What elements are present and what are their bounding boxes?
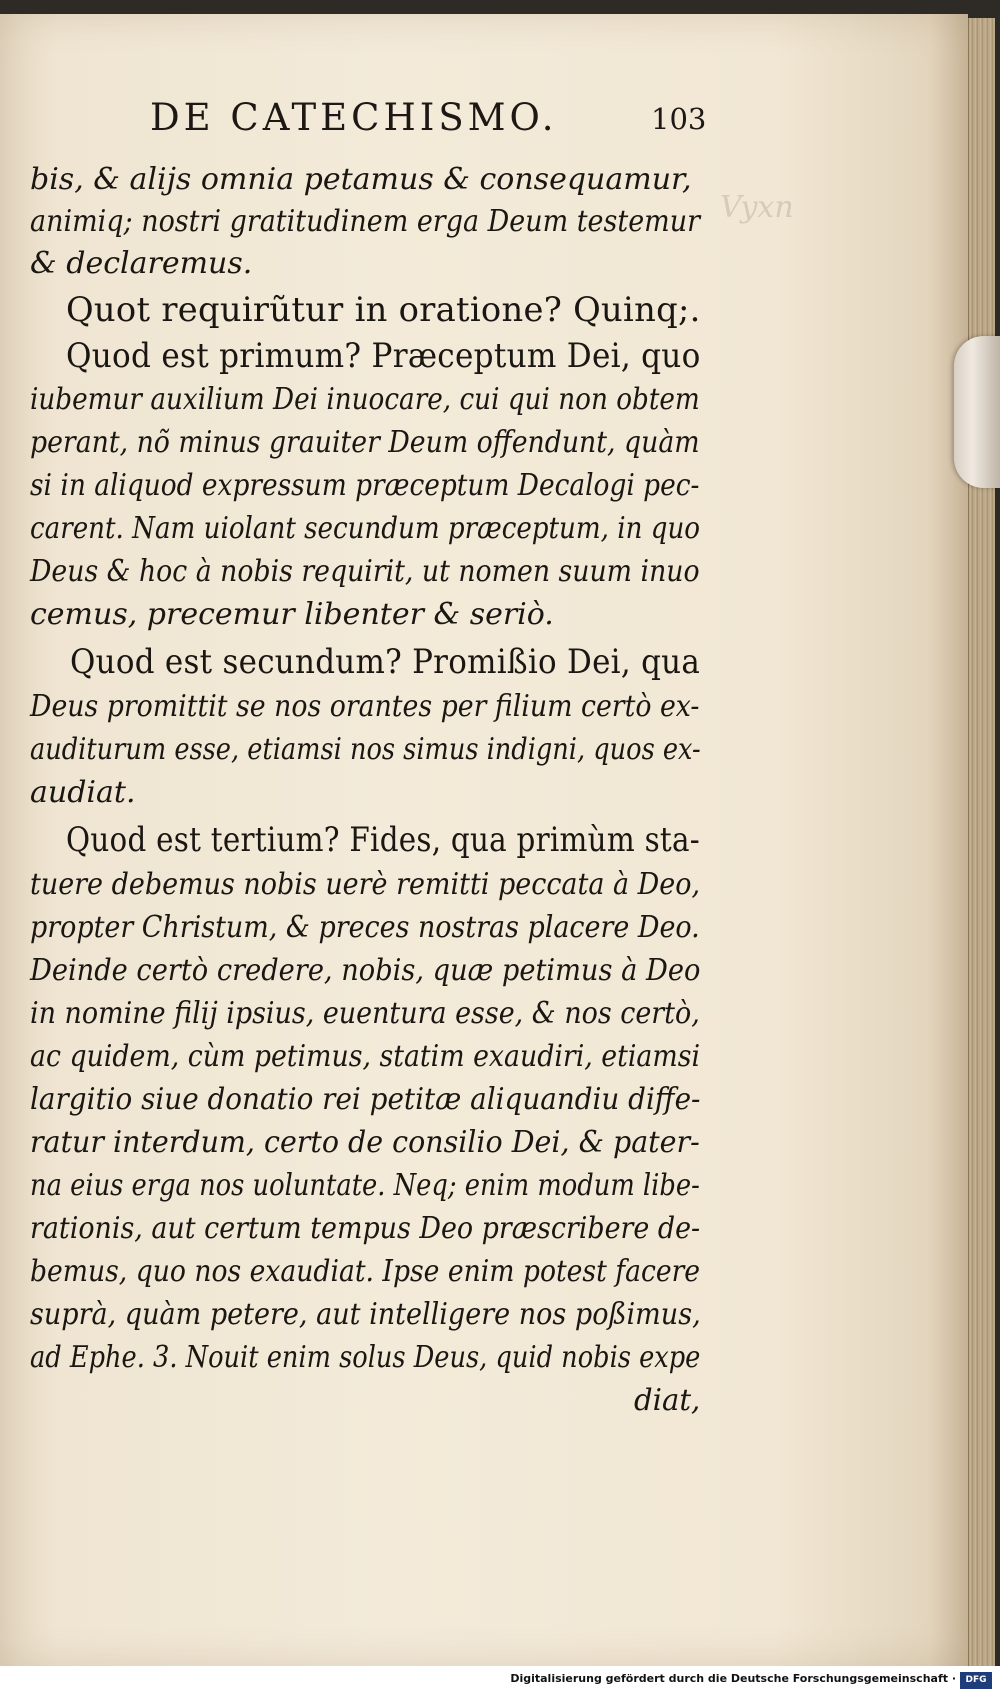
text-line: suprà, quàm petere, aut intelligere nos poßimus, [30,1297,701,1332]
question-line: Quod est secundum? Promißio Dei, qua [70,642,701,682]
text-line: perant, nõ minus grauiter Deum offendunt, quàm [30,425,700,460]
text-line: ac quidem, cùm petimus, statim exaudiri, etiamsi [30,1039,701,1074]
catchword: diat, [634,1383,701,1418]
footer-bar [0,1666,1000,1695]
text-line: bemus, quo nos exaudiat. Ipse enim potest facere [30,1254,701,1289]
funding-credit: Digitalisierung gefördert durch die Deutsche Forschungsgemeinschaft · [510,1672,956,1685]
text-line: Deinde certò credere, nobis, quæ petimus à Deo [30,953,701,988]
text-line: ratur interdum, certo de consilio Dei, & pater- [30,1125,700,1160]
text-line: bis, & alijs omnia petamus & consequamur, [30,162,692,197]
text-line: carent. Nam uiolant secundum præceptum, in quo [30,511,701,546]
text-line: iubemur auxilium Dei inuocare, cui qui non obtem [30,382,700,417]
page-edge-stack [968,18,995,1666]
text-line: propter Christum, & preces nostras placere Deo. [30,910,700,945]
question-line: Quot requirũtur in oratione? Quinq;. [66,290,701,330]
text-line: tuere debemus nobis uerè remitti peccata à Deo, [30,867,701,902]
dfg-logo-icon: DFG [960,1672,992,1689]
text-line: na eius erga nos uoluntate. Neq; enim modum libe- [30,1168,700,1203]
text-line: Deus promittit se nos orantes per filium certò ex- [30,689,700,724]
text-line: rationis, aut certum tempus Deo præscribere de- [30,1211,701,1246]
text-line: cemus, precemur libenter & seriò. [30,597,554,632]
text-line: audiat. [30,775,136,810]
page-number: 103 [651,102,707,136]
book-page [0,14,968,1666]
bleed-through-text: Vyxn [720,190,794,225]
text-line: Deus & hoc à nobis requirit, ut nomen suum inuo [30,554,700,589]
page-clip [954,336,1000,488]
running-head: DE CATECHISMO. [150,96,558,139]
text-line: animiq; nostri gratitudinem erga Deum testemur [30,204,701,239]
text-line: in nomine filij ipsius, euentura esse, & nos certò, [30,996,700,1031]
text-line: & declaremus. [30,246,253,281]
text-line: largitio siue donatio rei petitæ aliquandiu diffe- [30,1082,701,1117]
text-line: si in aliquod expressum præceptum Decalogi pec- [30,468,700,503]
text-line: ad Ephe. 3. Nouit enim solus Deus, quid nobis expe [30,1340,701,1375]
text-line: auditurum esse, etiamsi nos simus indigni, quos ex- [30,732,701,767]
question-line: Quod est tertium? Fides, qua primùm sta- [66,820,700,860]
question-line: Quod est primum? Præceptum Dei, quo [66,336,701,376]
